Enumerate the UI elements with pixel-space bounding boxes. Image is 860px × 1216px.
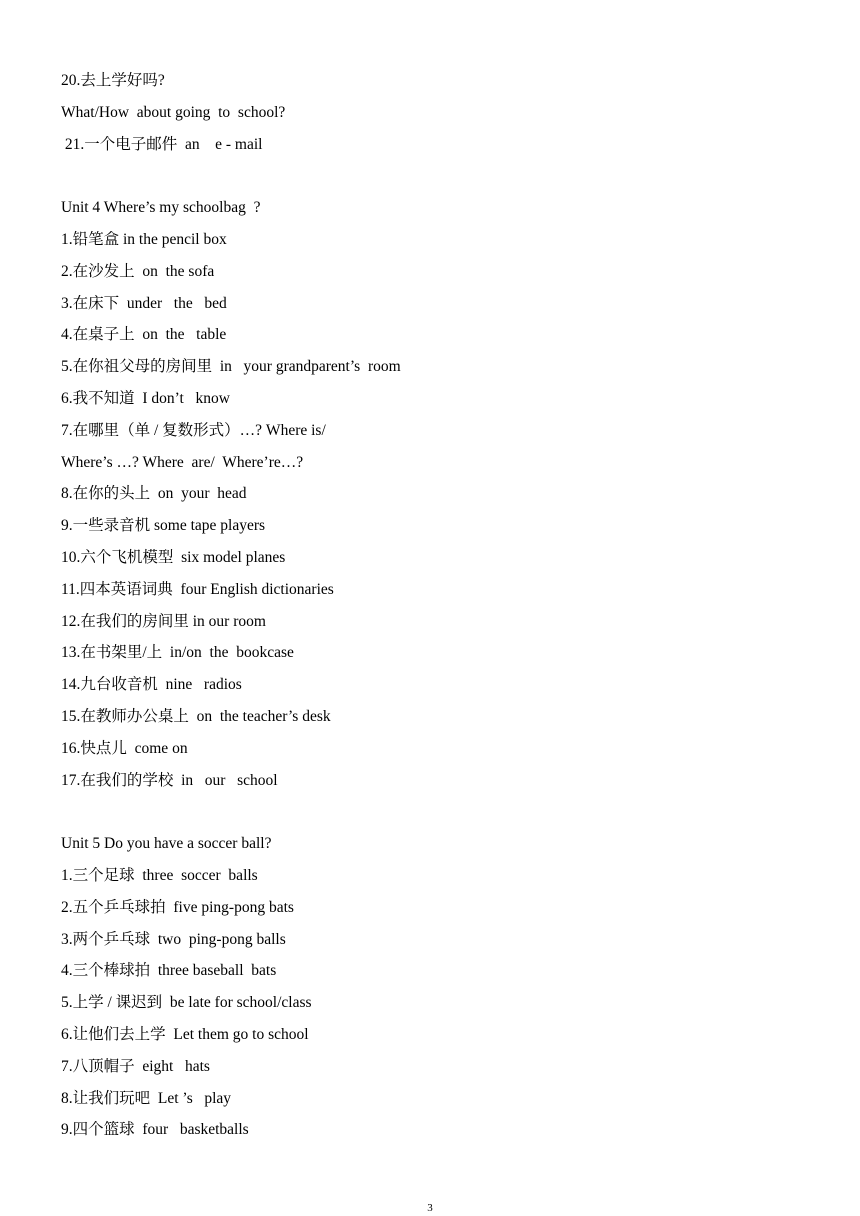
- unit-5-item-4: 4.三个棒球拍 three baseball bats: [61, 962, 277, 980]
- unit-4-item-7-continued: Where’s …? Where are/ Where’re…?: [61, 453, 304, 471]
- text-line-item-20-translation: What/How about going to school?: [61, 103, 286, 121]
- unit-5-item-8: 8.让我们玩吧 Let ’s play: [61, 1089, 232, 1107]
- unit-5-item-9: 9.四个篮球 four basketballs: [61, 1121, 249, 1139]
- unit-4-item-15: 15.在教师办公桌上 on the teacher’s desk: [61, 707, 331, 725]
- unit-4-item-13: 13.在书架里/上 in/on the bookcase: [61, 644, 294, 662]
- unit-4-item-9: 9.一些录音机 some tape players: [61, 517, 266, 535]
- unit-4-item-5: 5.在你祖父母的房间里 in your grandparent’s room: [61, 358, 401, 376]
- unit-4-item-14: 14.九台收音机 nine radios: [61, 676, 242, 694]
- unit-4-item-6: 6.我不知道 I don’t know: [61, 389, 230, 407]
- unit-4-item-2: 2.在沙发上 on the sofa: [61, 262, 215, 280]
- unit-4-item-10: 10.六个飞机模型 six model planes: [61, 548, 286, 566]
- unit-5-item-7: 7.八顶帽子 eight hats: [61, 1057, 210, 1075]
- blank-line: [61, 165, 821, 197]
- unit-5-item-1: 1.三个足球 three soccer balls: [61, 866, 258, 884]
- document-body: [61, 70, 821, 1151]
- unit-5-item-5: 5.上学 / 课迟到 be late for school/class: [61, 994, 312, 1012]
- unit-5-item-2: 2.五个乒乓球拍 five ping-pong bats: [61, 898, 294, 916]
- unit-4-item-1: 1.铅笔盒 in the pencil box: [61, 230, 227, 248]
- blank-line: [61, 801, 821, 833]
- unit-4-item-12: 12.在我们的房间里 in our room: [61, 612, 266, 630]
- text-line-item-21: 21.一个电子邮件 an e - mail: [61, 135, 263, 153]
- unit-4-item-8: 8.在你的头上 on your head: [61, 485, 247, 503]
- unit-4-item-7: 7.在哪里（单 / 复数形式）…? Where is/: [61, 421, 326, 439]
- text-line-item-20: 20.去上学好吗?: [61, 72, 165, 89]
- unit-5-heading: Unit 5 Do you have a soccer ball?: [61, 835, 272, 853]
- unit-5-item-6: 6.让他们去上学 Let them go to school: [61, 1025, 309, 1043]
- page-number: 3: [427, 1202, 433, 1214]
- unit-5-item-3: 3.两个乒乓球 two ping-pong balls: [61, 930, 286, 948]
- unit-4-item-16: 16.快点儿 come on: [61, 739, 188, 757]
- unit-4-item-3: 3.在床下 under the bed: [61, 294, 227, 312]
- unit-4-heading: Unit 4 Where’s my schoolbag ?: [61, 199, 261, 217]
- unit-4-item-11: 11.四本英语词典 four English dictionaries: [61, 580, 334, 598]
- unit-4-item-17: 17.在我们的学校 in our school: [61, 771, 278, 789]
- unit-4-item-4: 4.在桌子上 on the table: [61, 326, 227, 344]
